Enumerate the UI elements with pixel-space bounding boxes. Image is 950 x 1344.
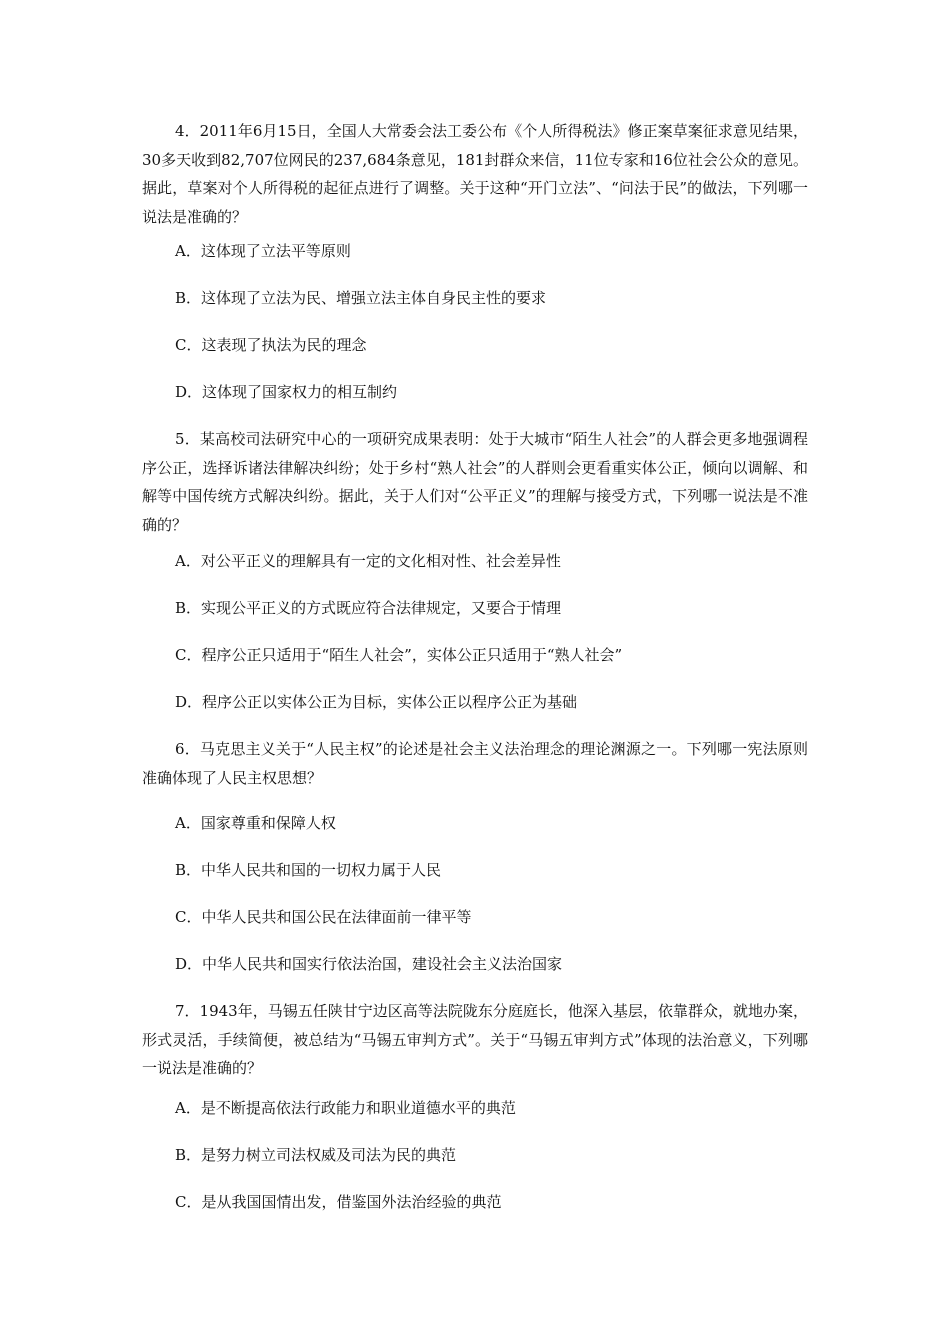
question-5-option-d: D．程序公正以实体公正为目标，实体公正以程序公正为基础: [175, 693, 578, 711]
question-6-option-c: C．中华人民共和国公民在法律面前一律平等: [175, 908, 472, 926]
question-7-option-c: C．是从我国国情出发，借鉴国外法治经验的典范: [175, 1193, 502, 1211]
question-5-option-a: A．对公平正义的理解具有一定的文化相对性、社会差异性: [175, 552, 561, 570]
question-5-option-b: B．实现公平正义的方式既应符合法律规定，又要合于情理: [175, 599, 562, 617]
question-4-stem: 4．2011年6月15日，全国人大常委会法工委公布《个人所得税法》修正案草案征求意见结果，30多天收到82,707位网民的237,684条意见，181封群众来信，11位专家和16位社会公众的意见。据此，草案对个人所得税的起征点进行了调整。关于这种“开门立法”、“问法于民”的做法，下列哪一说法是准确的？: [142, 122, 808, 226]
question-6-option-a: A．国家尊重和保障人权: [175, 814, 336, 832]
question-4-option-d: D．这体现了国家权力的相互制约: [175, 383, 398, 401]
question-5-option-c: C．程序公正只适用于“陌生人社会”，实体公正只适用于“熟人社会”: [175, 646, 623, 664]
question-6-stem: 6．马克思主义关于“人民主权”的论述是社会主义法治理念的理论渊源之一。下列哪一宪法原则准确体现了人民主权思想？: [142, 740, 808, 787]
question-4-option-a: A．这体现了立法平等原则: [175, 242, 351, 260]
question-7-option-b: B．是努力树立司法权威及司法为民的典范: [175, 1146, 457, 1164]
question-6-option-b: B．中华人民共和国的一切权力属于人民: [175, 861, 442, 879]
question-5-stem: 5．某高校司法研究中心的一项研究成果表明：处于大城市“陌生人社会”的人群会更多地强调程序公正，选择诉诸法律解决纠纷；处于乡村“熟人社会”的人群则会更看重实体公正，倾向以调解、和解等中国传统方式解决纠纷。据此，关于人们对“公平正义”的理解与接受方式，下列哪一说法是不准确的？: [142, 430, 808, 534]
question-7-option-a: A．是不断提高依法行政能力和职业道德水平的典范: [175, 1099, 516, 1117]
question-4-option-b: B．这体现了立法为民、增强立法主体自身民主性的要求: [175, 289, 547, 307]
question-7-stem: 7．1943年，马锡五任陕甘宁边区高等法院陇东分庭庭长，他深入基层，依靠群众，就地办案，形式灵活，手续简便，被总结为“马锡五审判方式”。关于“马锡五审判方式”体现的法治意义，下列哪一说法是准确的？: [142, 1002, 808, 1077]
question-6-option-d: D．中华人民共和国实行依法治国，建设社会主义法治国家: [175, 955, 563, 973]
question-4-option-c: C．这表现了执法为民的理念: [175, 336, 367, 354]
